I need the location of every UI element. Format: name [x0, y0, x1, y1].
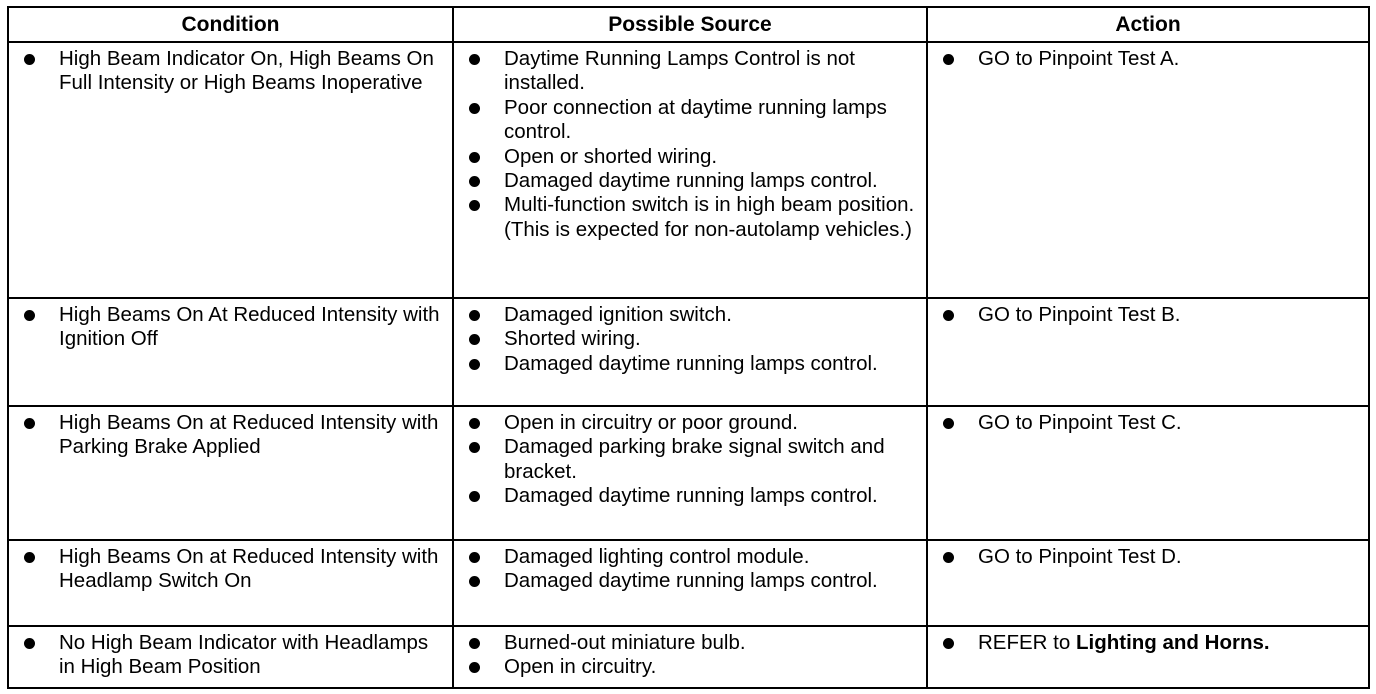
action-text [938, 631, 1362, 655]
source-item: Open in circuitry or poor ground. [464, 411, 920, 435]
action-reference: Lighting and Horns. [1075, 631, 1270, 654]
action-prefix: REFER to [978, 631, 1071, 654]
table-row [8, 540, 1369, 626]
source-item: Shorted wiring. [464, 327, 920, 351]
condition-text: High Beams On at Reduced Intensity with Parking Brake Applied [19, 411, 446, 460]
condition-text: High Beams On At Reduced Intensity with Ignition Off [19, 303, 446, 352]
source-item: Multi-function switch is in high beam position. (This is expected for non-autolamp vehicles.) [464, 193, 920, 242]
source-item: Burned-out miniature bulb. [464, 631, 920, 655]
action-cell [927, 540, 1369, 626]
condition-cell [8, 626, 453, 688]
table-row [8, 298, 1369, 406]
table-row [8, 626, 1369, 688]
action-cell [927, 298, 1369, 406]
action-text: GO to Pinpoint Test A. [938, 47, 1362, 71]
condition-text: High Beam Indicator On, High Beams On Full Intensity or High Beams Inoperative [19, 47, 446, 96]
condition-text: High Beams On at Reduced Intensity with Headlamp Switch On [19, 545, 446, 594]
source-item: Damaged daytime running lamps control. [464, 169, 920, 193]
condition-cell [8, 406, 453, 540]
source-cell [453, 42, 927, 298]
diagnosis-table [7, 6, 1370, 689]
source-cell [453, 298, 927, 406]
source-item: Damaged daytime running lamps control. [464, 569, 920, 593]
source-item: Damaged daytime running lamps control. [464, 484, 920, 508]
header-action: Action [927, 7, 1369, 42]
header-possible-source: Possible Source [453, 7, 927, 42]
action-cell [927, 406, 1369, 540]
source-cell [453, 626, 927, 688]
source-item: Damaged parking brake signal switch and bracket. [464, 435, 920, 484]
source-item: Poor connection at daytime running lamps control. [464, 96, 920, 145]
source-item: Open in circuitry. [464, 655, 920, 679]
source-item: Damaged lighting control module. [464, 545, 920, 569]
header-condition: Condition [8, 7, 453, 42]
table-row [8, 42, 1369, 298]
condition-cell [8, 298, 453, 406]
table-row [8, 406, 1369, 540]
source-cell [453, 540, 927, 626]
source-item: Open or shorted wiring. [464, 145, 920, 169]
action-text: GO to Pinpoint Test D. [938, 545, 1362, 569]
action-cell [927, 42, 1369, 298]
source-item: Daytime Running Lamps Control is not installed. [464, 47, 920, 96]
header-row [8, 7, 1369, 42]
source-cell [453, 406, 927, 540]
source-item: Damaged daytime running lamps control. [464, 352, 920, 376]
condition-cell [8, 540, 453, 626]
condition-cell [8, 42, 453, 298]
action-cell [927, 626, 1369, 688]
source-item: Damaged ignition switch. [464, 303, 920, 327]
condition-text: No High Beam Indicator with Headlamps in High Beam Position [19, 631, 446, 680]
action-text: GO to Pinpoint Test B. [938, 303, 1362, 327]
action-text: GO to Pinpoint Test C. [938, 411, 1362, 435]
